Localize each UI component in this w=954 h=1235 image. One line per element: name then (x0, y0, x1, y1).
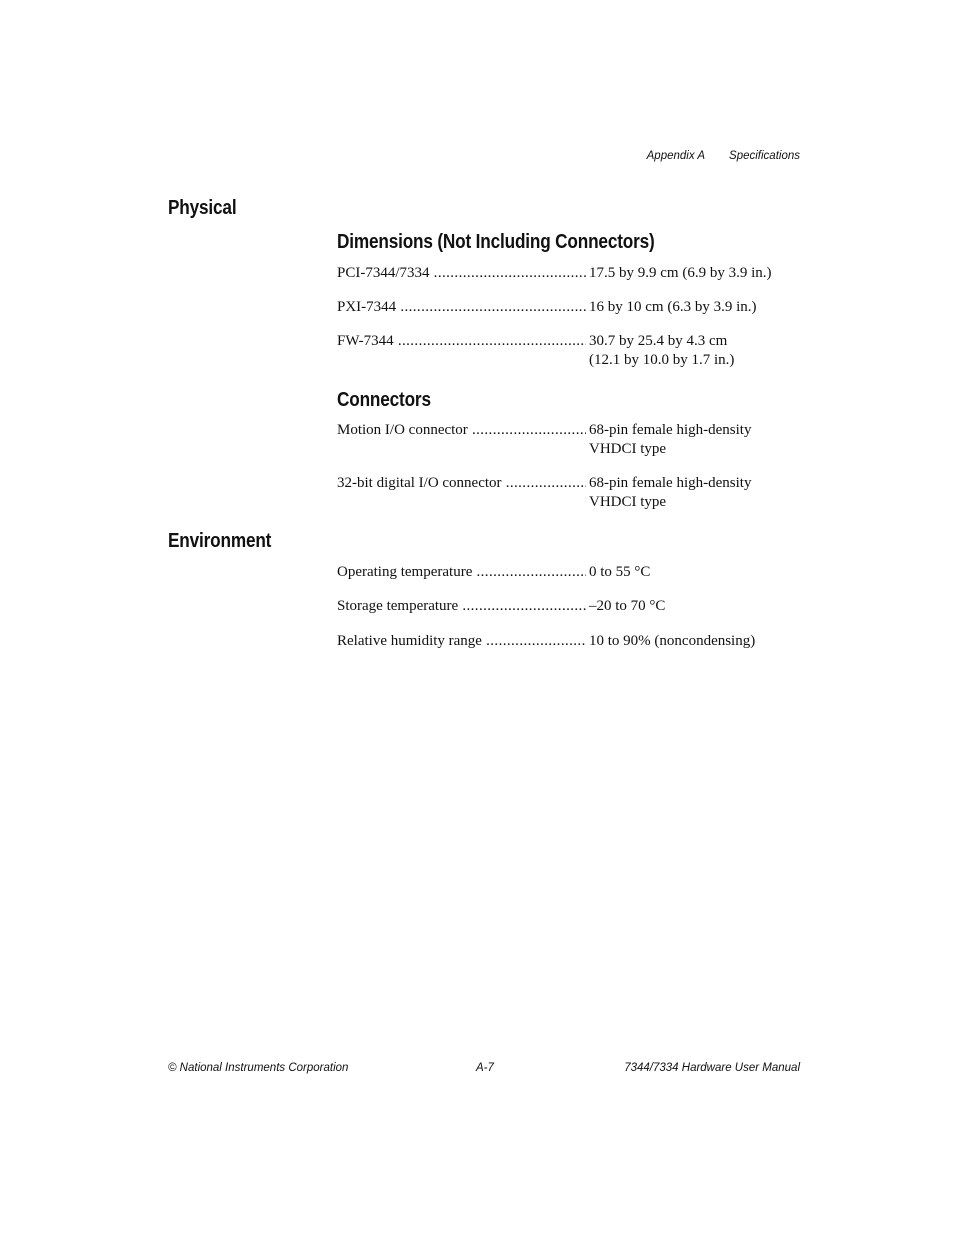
spec-value-line-2: (12.1 by 10.0 by 1.7 in.) (589, 352, 735, 368)
spec-value-line-2: VHDCI type (589, 441, 667, 457)
spec-value: 0 to 55 °C (589, 564, 651, 580)
spec-label: 32-bit digital I/O connector ..... (337, 475, 586, 491)
page-header (647, 150, 800, 162)
spec-label: Operating temperature ..... (337, 564, 586, 580)
chapter-label: Specifications (729, 150, 800, 162)
environment-heading: Environment (168, 530, 272, 552)
spec-label: FW-7344 ..... (337, 333, 586, 349)
appendix-label: Appendix A (646, 150, 706, 162)
footer-copyright: © National Instruments Corporation (168, 1062, 349, 1074)
spec-value: 16 by 10 cm (6.3 by 3.9 in.) (589, 299, 757, 315)
spec-label: Storage temperature ..... (337, 598, 586, 614)
spec-value: 10 to 90% (noncondensing) (589, 633, 756, 649)
spec-label: Motion I/O connector ..... (337, 422, 586, 438)
connectors-heading: Connectors (337, 389, 431, 411)
footer-manual-title: 7344/7334 Hardware User Manual (624, 1062, 800, 1074)
spec-value: 30.7 by 25.4 by 4.3 cm (589, 333, 728, 349)
physical-heading: Physical (168, 197, 237, 219)
spec-value: 17.5 by 9.9 cm (6.9 by 3.9 in.) (589, 265, 772, 281)
spec-value-line-2: VHDCI type (589, 494, 667, 510)
spec-label: PXI-7344 ..... (337, 299, 586, 315)
spec-value: 68-pin female high-density (589, 475, 752, 491)
spec-label: PCI-7344/7334 ..... (337, 265, 586, 281)
dimensions-heading: Dimensions (Not Including Connectors) (337, 231, 655, 253)
spec-value: 68-pin female high-density (589, 422, 752, 438)
spec-value: –20 to 70 °C (589, 598, 666, 614)
footer-page-number: A-7 (476, 1062, 494, 1074)
spec-label: Relative humidity range ..... (337, 633, 586, 649)
